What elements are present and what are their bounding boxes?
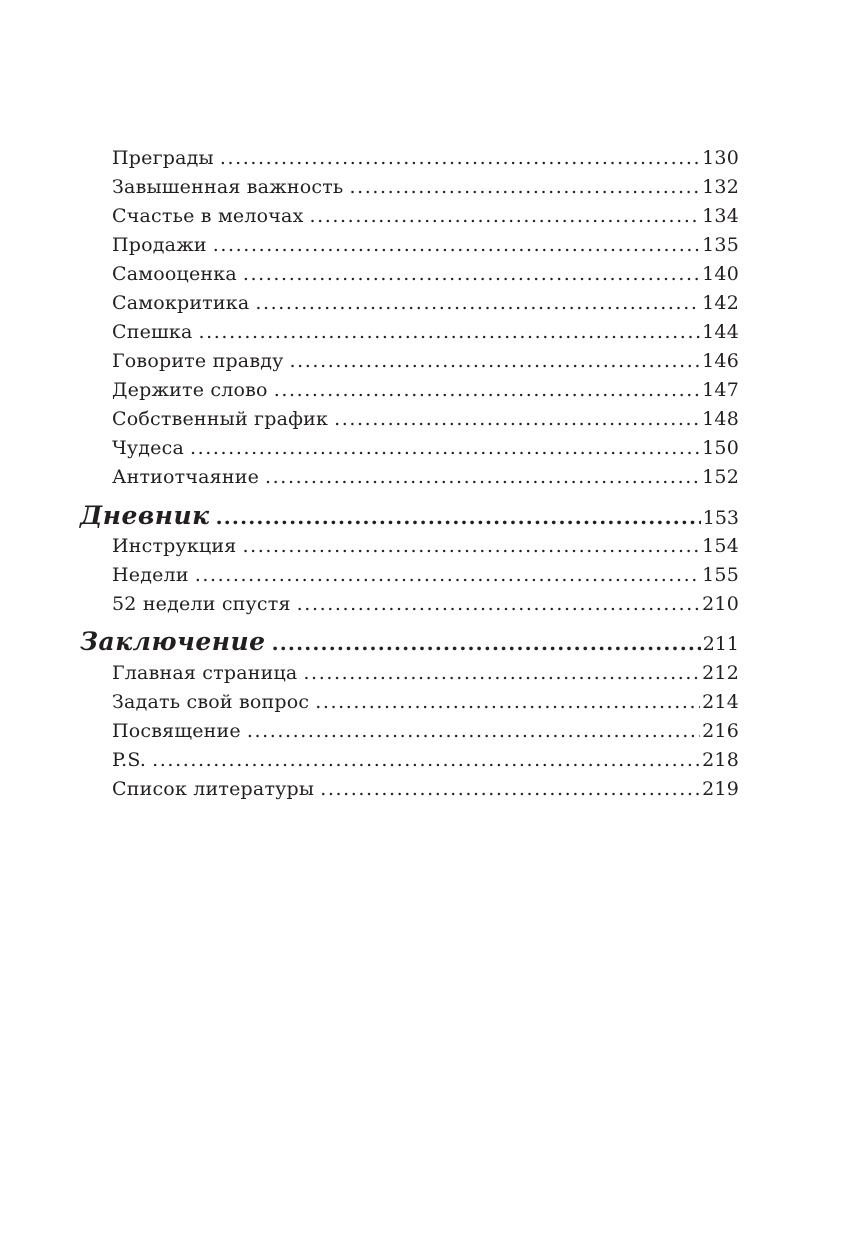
toc-entry[interactable] xyxy=(112,377,739,403)
toc-entry-title: Спешка xyxy=(112,321,193,343)
toc-entry-page: 146 xyxy=(702,350,739,372)
toc-entry-title: Собственный график xyxy=(112,408,329,430)
toc-entry-page: 135 xyxy=(702,234,739,256)
toc-entry[interactable] xyxy=(112,406,739,432)
toc-entry-page: 144 xyxy=(702,321,739,343)
toc-entry-page: 154 xyxy=(702,535,739,557)
toc-entry-page: 210 xyxy=(702,593,739,615)
toc-entry-page: 214 xyxy=(702,691,739,713)
toc-entry-page: 147 xyxy=(702,379,739,401)
dot-leader xyxy=(265,464,700,490)
toc-entry[interactable] xyxy=(112,776,739,802)
toc-entry-page: 140 xyxy=(702,263,739,285)
toc-entry-page: 132 xyxy=(702,176,739,198)
toc-entry-title: Преграды xyxy=(112,147,214,169)
toc-entry-page: 130 xyxy=(702,147,739,169)
toc-entry[interactable] xyxy=(112,533,739,559)
toc-entry-title: Инструкция xyxy=(112,535,237,557)
dot-leader xyxy=(255,290,700,316)
dot-leader xyxy=(309,203,700,229)
toc-entry-page: 219 xyxy=(702,778,739,800)
toc-entry[interactable] xyxy=(112,145,739,171)
dot-leader xyxy=(190,435,700,461)
toc-entry[interactable] xyxy=(112,435,739,461)
toc-entry-page: 216 xyxy=(702,720,739,742)
toc-entry[interactable] xyxy=(112,290,739,316)
dot-leader xyxy=(334,406,700,432)
toc-entry-title: Продажи xyxy=(112,234,207,256)
toc-entry-page: 155 xyxy=(702,564,739,586)
dot-leader xyxy=(349,174,700,200)
toc-section-title: Дневник xyxy=(80,501,210,530)
toc-entry[interactable] xyxy=(112,689,739,715)
dot-leader xyxy=(272,627,701,659)
toc-entry-title: Антиотчаяние xyxy=(112,466,260,488)
toc-entry-title: Самокритика xyxy=(112,292,250,314)
toc-entry-title: Держите слово xyxy=(112,379,268,401)
toc-entry[interactable] xyxy=(112,261,739,287)
dot-leader xyxy=(216,501,701,533)
toc-entry[interactable] xyxy=(112,174,739,200)
toc-entry-title: Недели xyxy=(112,564,189,586)
dot-leader xyxy=(243,261,700,287)
toc-entry-page: 134 xyxy=(702,205,739,227)
toc-section-page: 153 xyxy=(702,507,739,529)
toc-section-page: 211 xyxy=(702,633,739,655)
toc-entry-title: Посвящение xyxy=(112,720,241,742)
dot-leader xyxy=(152,747,700,773)
toc-entry[interactable] xyxy=(112,718,739,744)
dot-leader xyxy=(213,232,700,258)
toc-entry-title: Чудеса xyxy=(112,437,184,459)
toc-entry[interactable] xyxy=(112,464,739,490)
dot-leader xyxy=(242,533,700,559)
dot-leader xyxy=(303,660,700,686)
toc-entry[interactable] xyxy=(112,747,739,773)
toc-section-diary[interactable] xyxy=(80,500,739,532)
toc-entry[interactable] xyxy=(112,203,739,229)
dot-leader xyxy=(320,776,700,802)
toc-entry-title: Счастье в мелочах xyxy=(112,205,304,227)
toc-entry-title: P.S. xyxy=(112,749,147,771)
toc-entry[interactable] xyxy=(112,348,739,374)
toc-entry[interactable] xyxy=(112,562,739,588)
toc-entry-title: Завышенная важность xyxy=(112,176,344,198)
toc-entry-page: 148 xyxy=(702,408,739,430)
toc-entry-page: 218 xyxy=(702,749,739,771)
toc-entry-page: 142 xyxy=(702,292,739,314)
toc-entry-page: 152 xyxy=(702,466,739,488)
toc-entry[interactable] xyxy=(112,591,739,617)
toc-entry-title: Главная страница xyxy=(112,662,298,684)
toc-entry-title: Задать свой вопрос xyxy=(112,691,310,713)
dot-leader xyxy=(315,689,700,715)
dot-leader xyxy=(247,718,700,744)
dot-leader xyxy=(274,377,700,403)
toc-entry[interactable] xyxy=(112,319,739,345)
toc-entry-title: Говорите правду xyxy=(112,350,284,372)
dot-leader xyxy=(220,145,700,171)
toc-section-title: Заключение xyxy=(80,627,266,656)
dot-leader xyxy=(195,562,700,588)
toc-entry-page: 150 xyxy=(702,437,739,459)
dot-leader xyxy=(290,348,701,374)
toc-entry-title: Список литературы xyxy=(112,778,315,800)
toc-entry[interactable] xyxy=(112,232,739,258)
dot-leader xyxy=(199,319,701,345)
dot-leader xyxy=(297,591,700,617)
toc-entry-title: Самооценка xyxy=(112,263,237,285)
toc-entry-page: 212 xyxy=(702,662,739,684)
toc-entry[interactable] xyxy=(112,660,739,686)
toc-entry-title: 52 недели спустя xyxy=(112,593,291,615)
toc-section-conclusion[interactable] xyxy=(80,626,739,658)
